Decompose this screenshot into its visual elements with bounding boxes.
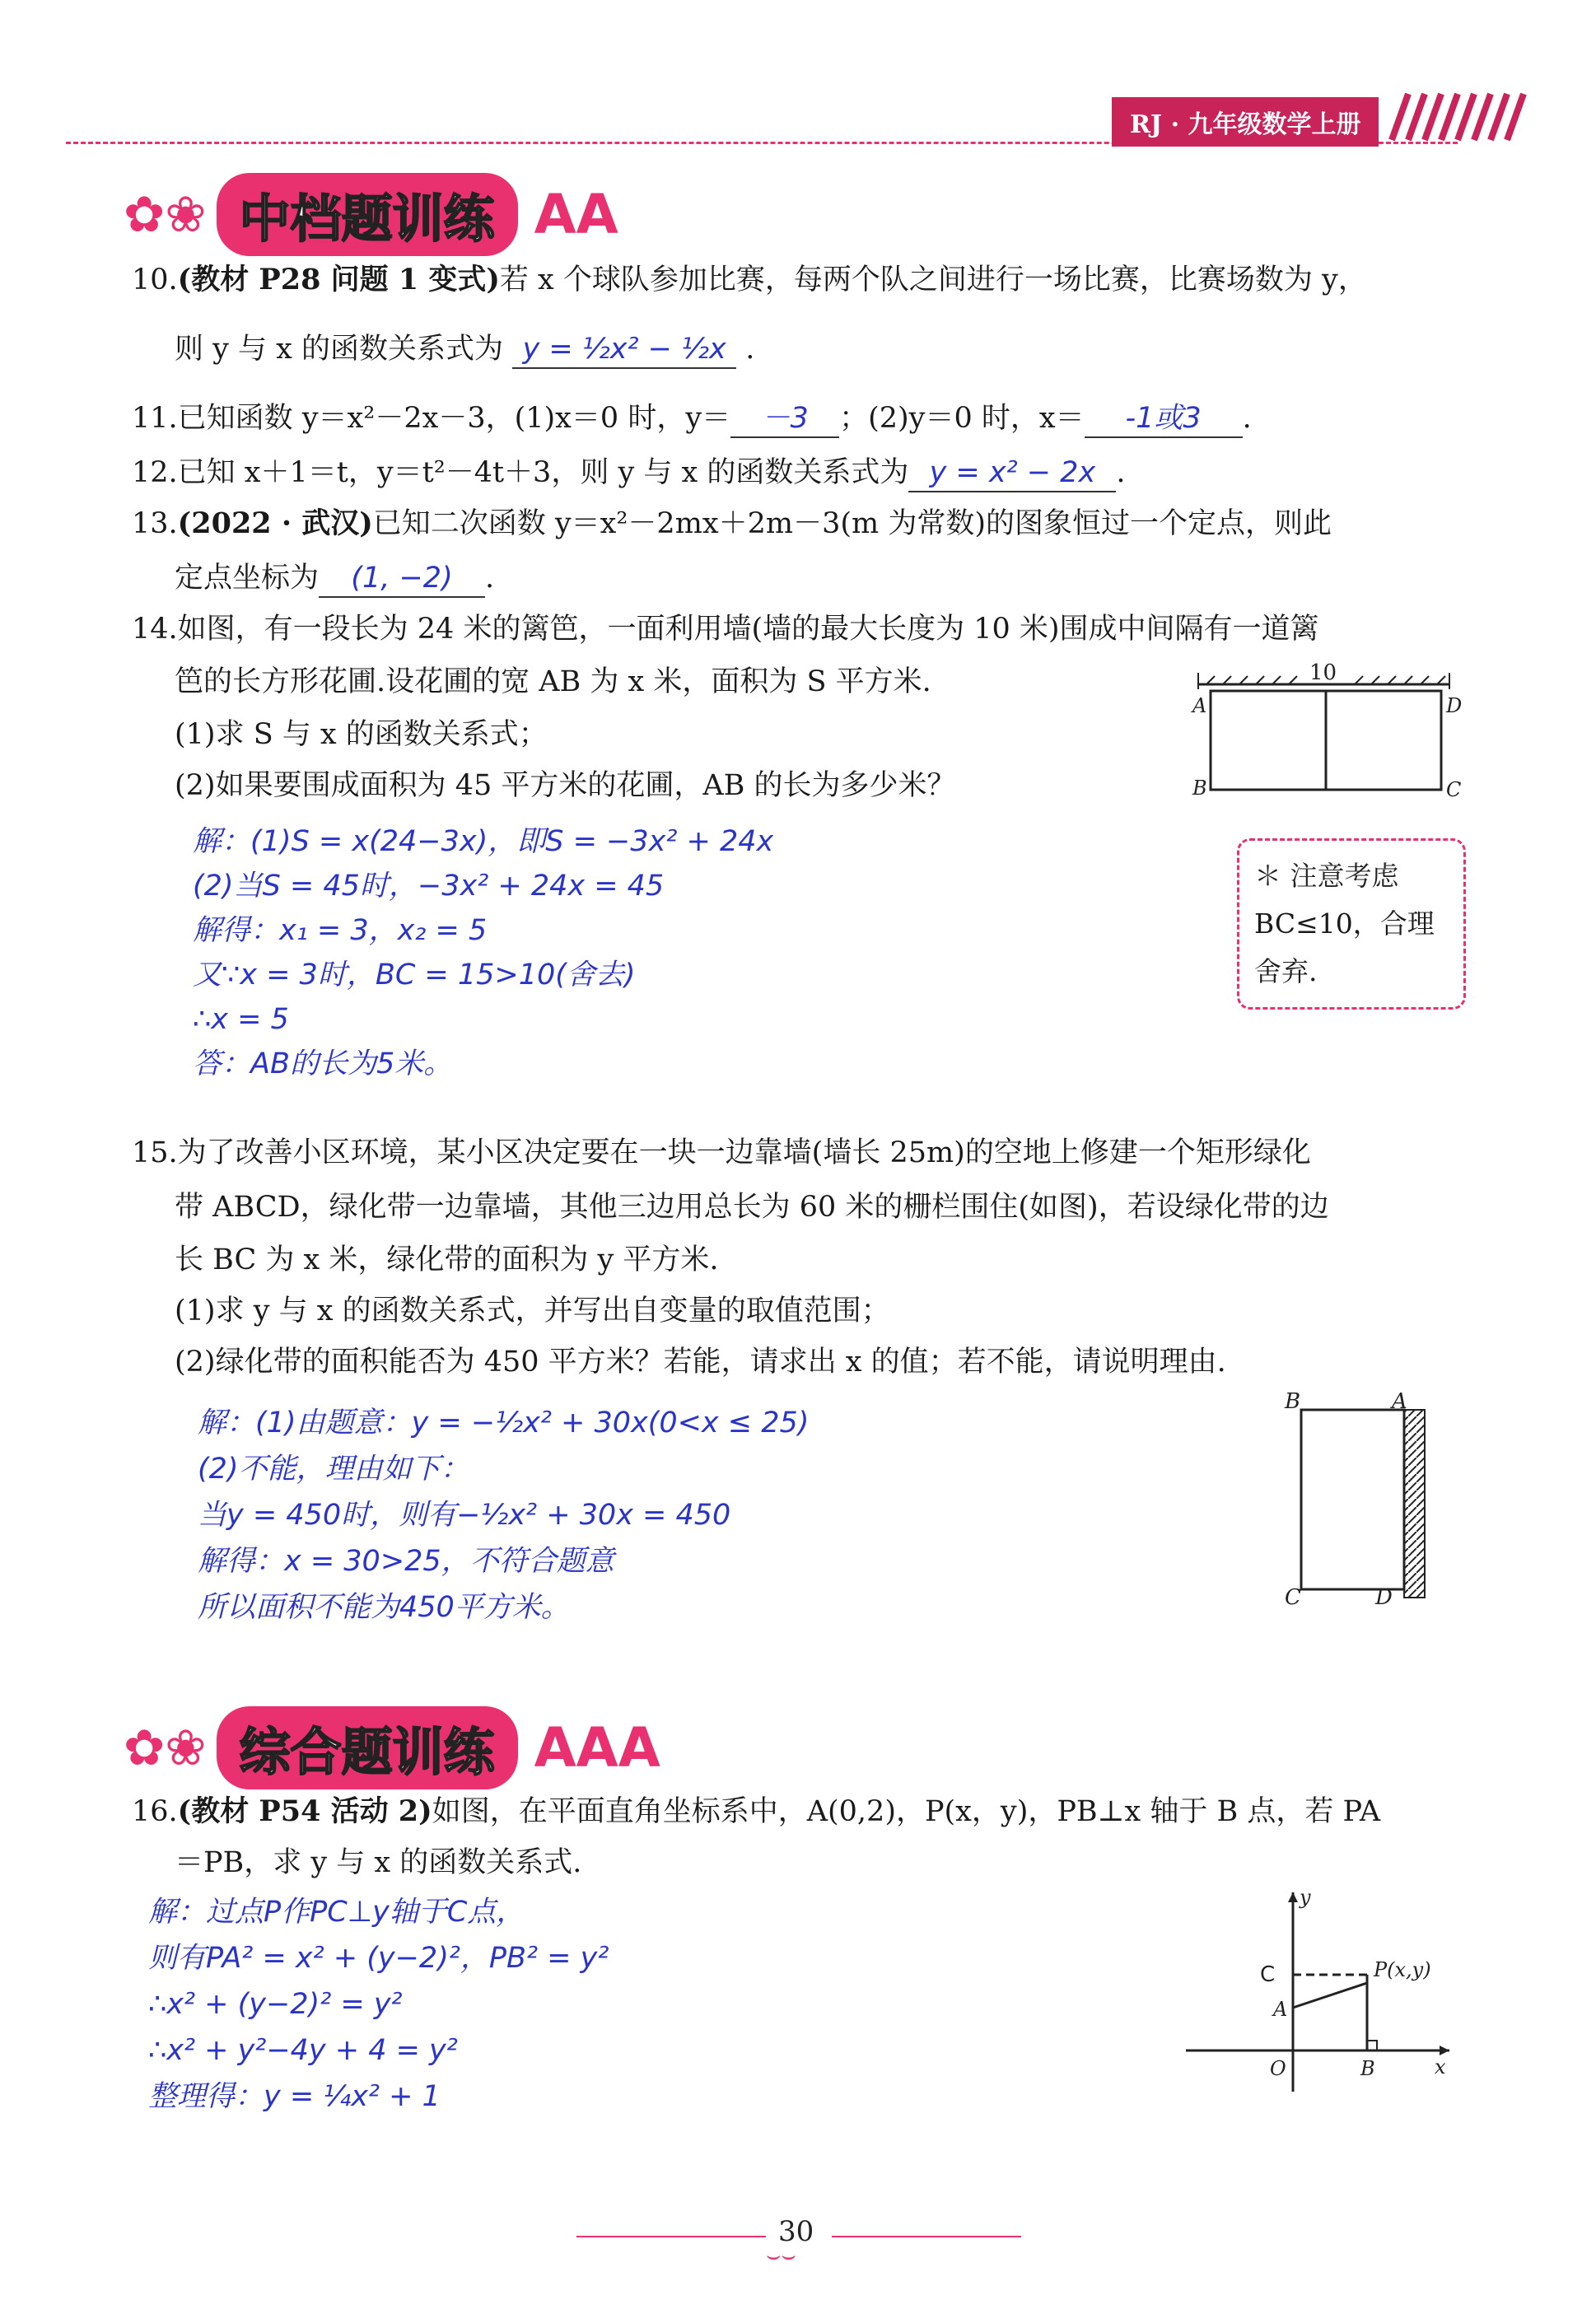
answer-blank: y = x² − 2x	[908, 455, 1116, 492]
question-14-line2: 笆的长方形花圃.设花圃的宽 AB 为 x 米，面积为 S 平方米.	[175, 665, 931, 698]
question-14: 14.如图，有一段长为 24 米的篱笆，一面利用墙(墙的最大长度为 10 米)围成中间隔有一道篱	[132, 613, 1319, 646]
point-c-label: C	[1260, 1962, 1276, 1987]
answer-blank: -1或3	[1085, 400, 1243, 438]
difficulty-level: AAA	[534, 1716, 660, 1780]
wall-length-label: 10	[1309, 660, 1337, 685]
footer-line-right	[832, 2236, 1021, 2237]
question-10: 10.(教材 P28 问题 1 变式)若 x 个球队参加比赛，每两个队之间进行一场比赛，比赛场数为 y，	[132, 263, 1367, 296]
point-b-label: B	[1360, 2057, 1375, 2080]
figure-green-belt	[1276, 1392, 1441, 1606]
point-b-label: B	[1192, 777, 1207, 800]
answer-blank: y = ½x² − ½x	[512, 331, 736, 369]
origin-label: O	[1270, 2057, 1286, 2080]
solution-16: 解：过点P作PC⊥y轴于C点， 则有PA² = x² + (y−2)²，PB² = y² ∴x² + (y−2)² = y² ∴x² + y²−4y + 4 = y² 整理得：y = ¼x² + 1	[148, 1896, 609, 2113]
series-label: RJ · 九年级数学上册	[1112, 97, 1379, 147]
question-11: 11.已知函数 y＝x²－2x－3，(1)x＝0 时，y＝ －3 ；(2)y＝0 时，x＝ -1或3 .	[132, 400, 1252, 438]
answer-blank: (1, −2)	[319, 560, 485, 598]
question-14-part1: (1)求 S 与 x 的函数关系式；	[175, 718, 548, 751]
point-b-label: B	[1285, 1392, 1301, 1414]
flower-icon: ✿❀	[124, 185, 207, 244]
question-15: 15.为了改善小区环境，某小区决定要在一块一边靠墙(墙长 25m)的空地上修建一个矩形绿化	[132, 1136, 1311, 1169]
point-a-label: A	[1392, 1392, 1407, 1414]
question-10-line2: 则 y 与 x 的函数关系式为 y = ½x² − ½x .	[175, 331, 754, 369]
point-d-label: D	[1446, 694, 1463, 717]
point-d-label: D	[1375, 1585, 1393, 1606]
question-14-part2: (2)如果要围成面积为 45 平方米的花圃，AB 的长为多少米？	[175, 769, 956, 802]
point-c-label: C	[1446, 778, 1462, 801]
x-axis-label: x	[1435, 2055, 1446, 2078]
solution-14: 解：(1)S = x(24−3x)，即S = −3x² + 24x (2)当S = 45时，−3x² + 24x = 45 解得：x₁ = 3，x₂ = 5 又∵x = 3时，BC = 15>10(舍去) ∴x = 5 答：AB的长为5米。	[193, 825, 774, 1080]
point-p-label: P(x,y)	[1374, 1958, 1431, 1981]
question-15-line2: 带 ABCD，绿化带一边靠墙，其他三边用总长为 60 米的栅栏围住(如图)，若设绿化带的边	[175, 1191, 1329, 1224]
page-number: 30	[778, 2215, 814, 2248]
question-15-part2: (2)绿化带的面积能否为 450 平方米？若能，请求出 x 的值；若不能，请说明理由.	[175, 1346, 1226, 1379]
point-a-label: A	[1273, 1998, 1288, 2021]
section-title: 中档题训练	[239, 189, 495, 249]
solution-15: 解：(1)由题意：y = −½x² + 30x(0<x ≤ 25) (2)不能，理由如下： 当y = 450时，则有−½x² + 30x = 450 解得：x = 30>25，不符合题意 所以面积不能为450平方米。	[198, 1407, 810, 1624]
section-heading-comprehensive	[124, 1706, 660, 1789]
question-16-line2: ＝PB，求 y 与 x 的函数关系式.	[175, 1846, 582, 1879]
footer-ornament: ⌣⌣	[766, 2242, 796, 2269]
figure-fence-diagram	[1186, 655, 1466, 803]
section-title: 综合题训练	[239, 1722, 495, 1782]
tip-note-box: ＊ 注意考虑 BC≤10，合理 舍弃.	[1237, 838, 1466, 1010]
footer-line-left	[576, 2236, 766, 2237]
question-15-line3: 长 BC 为 x 米，绿化带的面积为 y 平方米.	[175, 1243, 719, 1276]
flower-icon: ✿❀	[124, 1719, 207, 1777]
section-heading-medium	[124, 173, 618, 256]
point-c-label: C	[1285, 1585, 1301, 1606]
answer-blank: －3	[730, 400, 839, 438]
question-13: 13.(2022 · 武汉)已知二次函数 y＝x²－2mx＋2m－3(m 为常数)的图象恒过一个定点，则此	[132, 506, 1332, 540]
difficulty-level: AA	[534, 183, 618, 246]
question-15-part1: (1)求 y 与 x 的函数关系式，并写出自变量的取值范围；	[175, 1295, 890, 1327]
question-13-line2: 定点坐标为 (1, −2) .	[175, 560, 494, 598]
header-stripes	[1384, 92, 1532, 142]
question-16: 16.(教材 P54 活动 2)如图，在平面直角坐标系中，A(0,2)，P(x，y)，PB⊥x 轴于 B 点，若 PA	[132, 1794, 1381, 1828]
question-12: 12.已知 x＋1＝t，y＝t²－4t＋3，则 y 与 x 的函数关系式为 y = x² − 2x .	[132, 455, 1126, 492]
y-axis-label: y	[1300, 1886, 1311, 1909]
point-a-label: A	[1192, 694, 1207, 717]
figure-coordinate-plane	[1178, 1886, 1458, 2100]
